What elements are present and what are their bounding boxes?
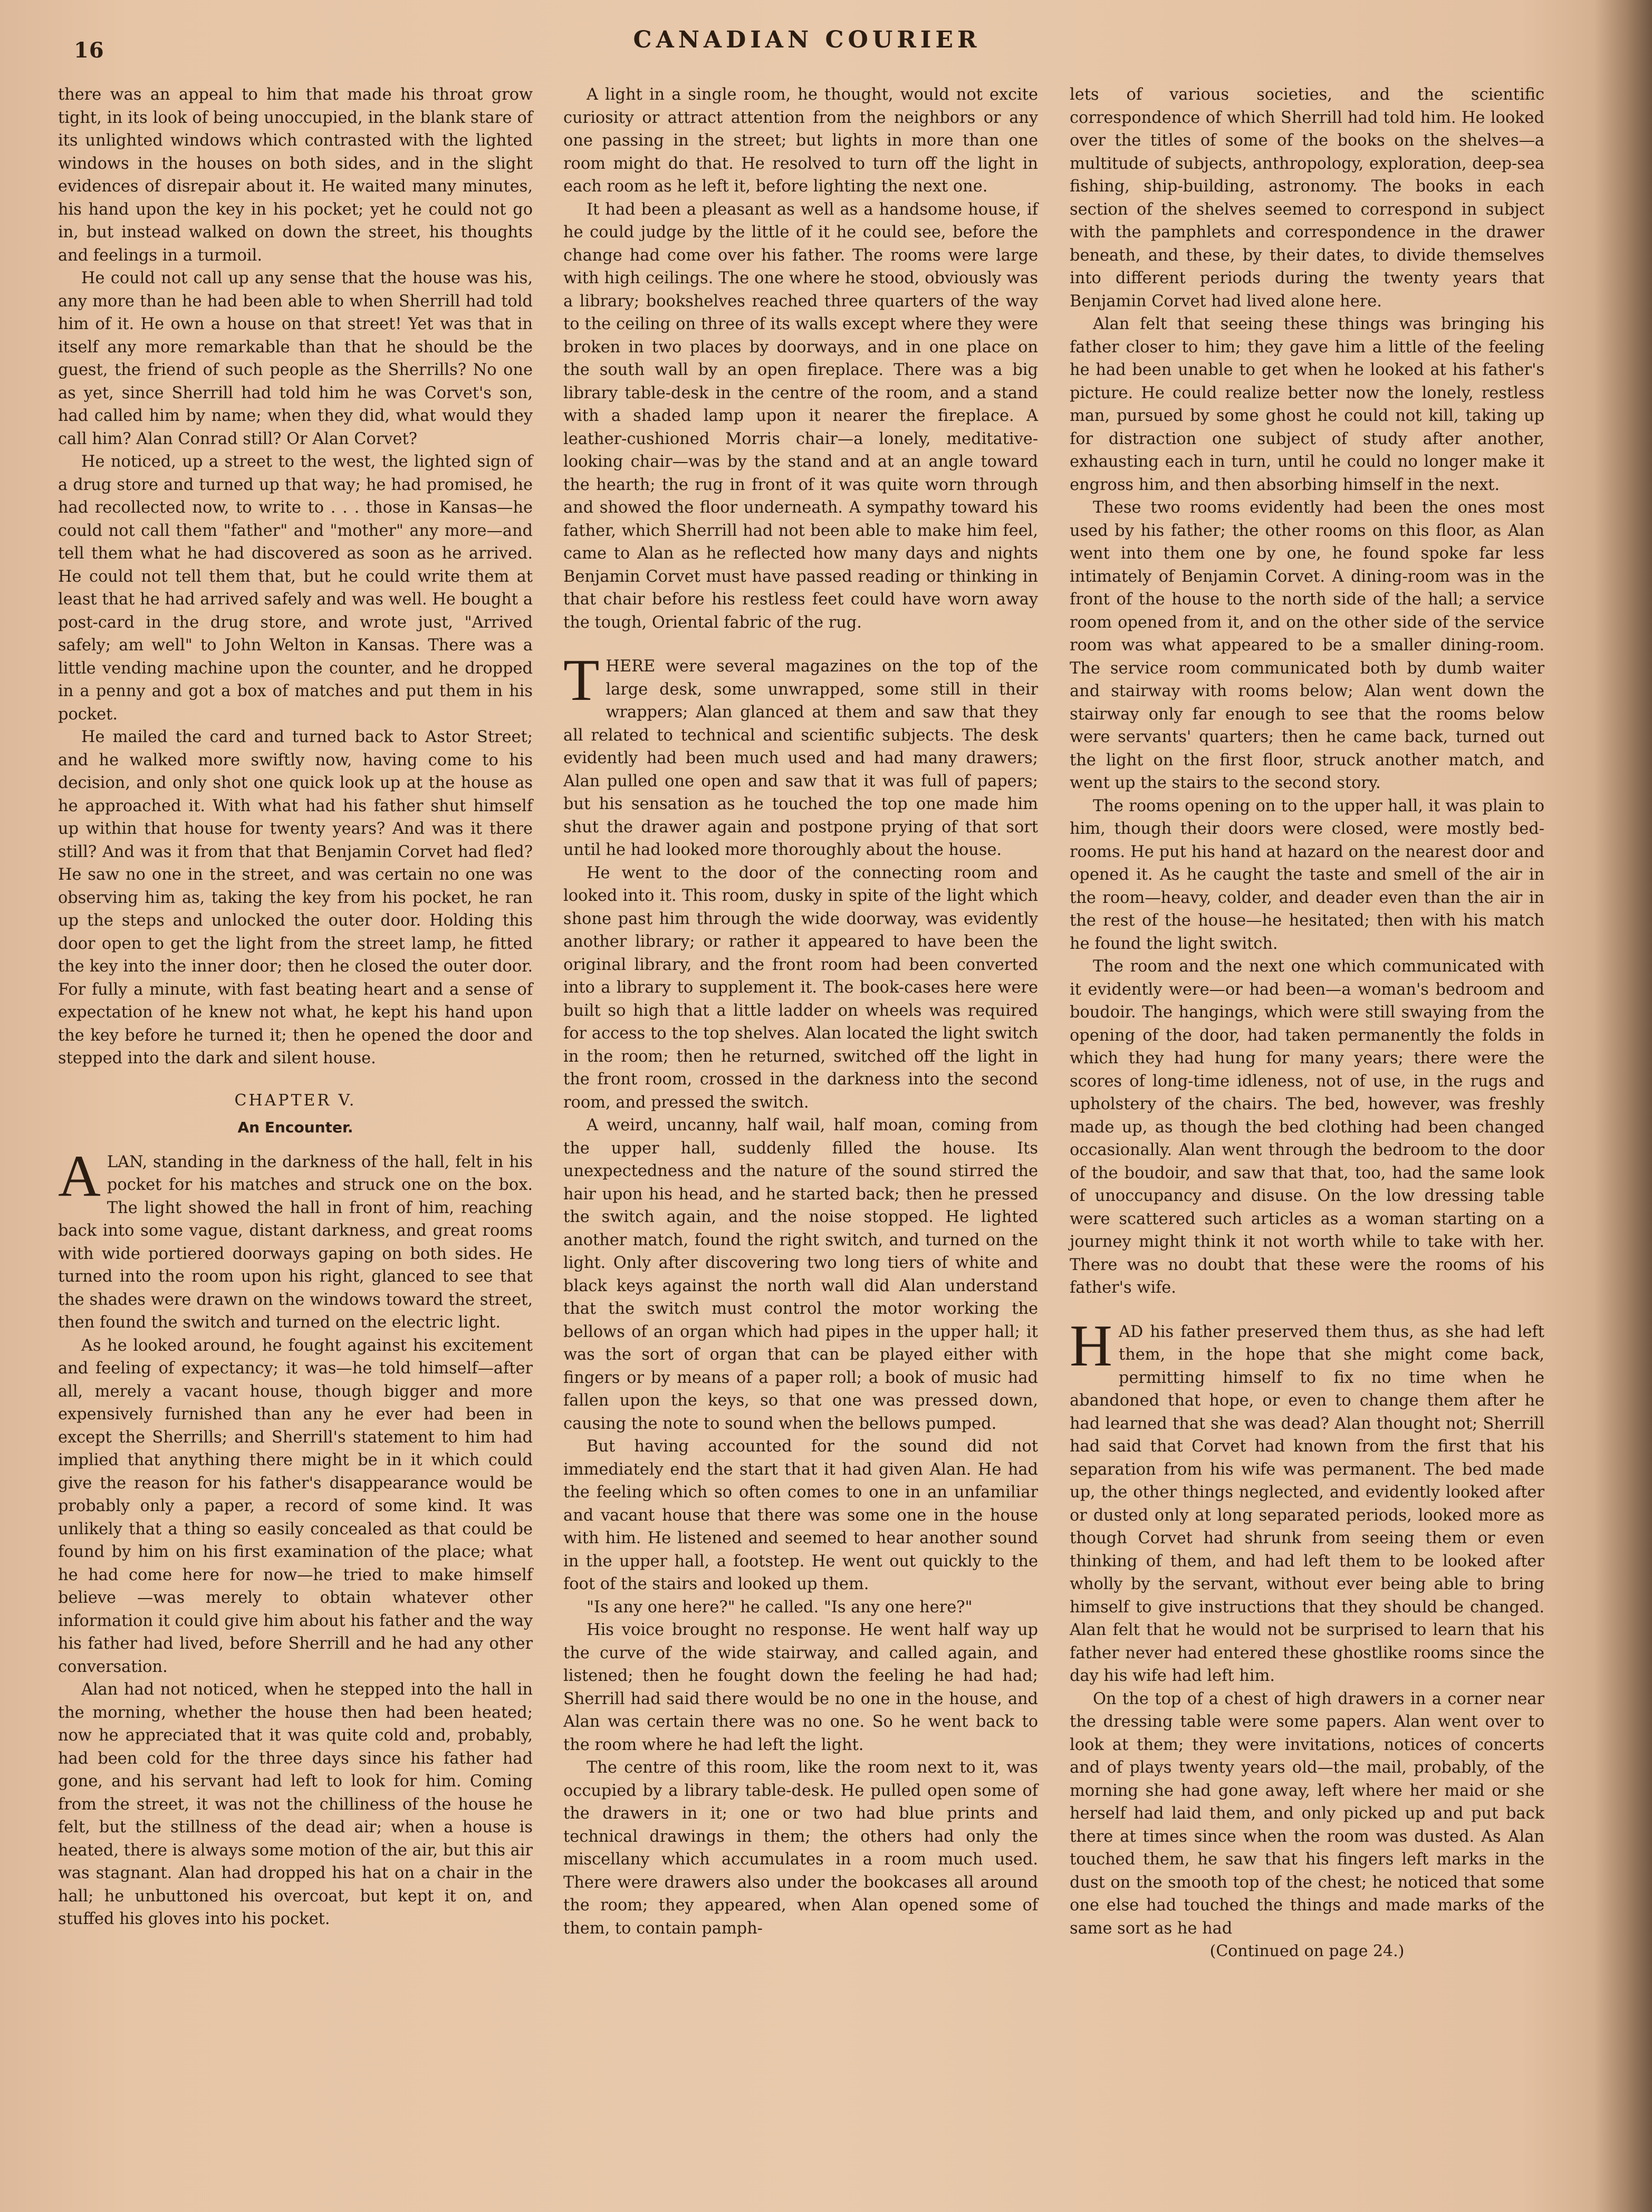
paragraph: lets of various societies, and the scientific correspondence of which Sherrill had told him. He looked over the titles of some of the books on the shelves—a multitude of subjects, anthropology, exploration, deep-sea fishing, ship-building, astronomy. The books in each section of the shelves seemed to correspond in subject with the pamphlets and correspondence in the drawer beneath, and these, by their dates, to divide themselves into different periods during the twenty years that Benjamin Corvet had lived alone here. <box>1070 85 1544 311</box>
paragraph: A weird, uncanny, half wail, half moan, coming from the upper hall, suddenly filled the house. Its unexpectedness and the nature of the sound stirred the hair upon his head, and he started back; then he pressed the switch again, and the noise stopped. He lighted another match, found the right switch, and turned on the light. Only after discovering two long tiers of white and black keys against the north wall did Alan understand that the switch must control the motor working the bellows of an organ which had pipes in the upper hall; it was the sort of organ that can be played either with fingers or by means of a paper roll; a book of music had fallen upon the keys, so that one was pressed down, causing the note to sound when the bellows pumped. <box>563 1116 1038 1433</box>
paragraph: "Is any one here?" he called. "Is any one here?" <box>587 1598 973 1617</box>
paragraph: It had been a pleasant as well as a handsome house, if he could judge by the little of it he could see, before the change had come over his father. The rooms were large with high ceilings. The one where he stood, obviously was a library; bookshelves reached three quarters of the way to the ceiling on three of its walls except where they were broken in two places by doorways, and in one place on the south wall by an open fireplace. There was a big library table-desk in the centre of the room, and a stand with a shaded lamp upon it nearer the fireplace. A leather-cushioned Morris chair—a lonely, meditative-looking chair—was by the stand and at an angle toward the hearth; the rug in front of it was quite worn through and showed the floor underneath. A sympathy toward his father, which Sherrill had not been able to make him feel, came to Alan as he reflected how many days and nights Benjamin Corvet must have passed reading or thinking in that chair before his restless feet could have worn away the tough, Oriental fabric of the rug. <box>563 200 1038 632</box>
paragraph: As he looked around, he fought against his excitement and feeling of expectancy; it was—he told himself—after all, merely a vacant house, though bigger and more expensively furnished than any he ever had been in except the Sherrills; and Sherrill's statement to him had implied that anything there might be in it which could give the reason for his father's disappearance would be probably only a paper, a record of some kind. It was unlikely that a thing so easily concealed as that could be found by him on his first examination of the place; what he had come here for now—he tried to make himself believe —was merely to obtain whatever other information it could give him about his father and the way his father had lived, before Sherrill and he had any other conversation. <box>58 1336 533 1676</box>
page-number: 16 <box>74 38 104 63</box>
paragraph: He noticed, up a street to the west, the lighted sign of a drug store and turned up that way; he had promised, he had recollected now, to write to . . . those in Kansas—he could not call them "father" and "mother" any more—and tell them what he had discovered as soon as he arrived. He could not tell them that, but he could write them at least that he had arrived safely and was well. He bought a post-card in the drug store, and wrote just, "Arrived safely; am well" to John Welton in Kansas. There was a little vending machine upon the counter, and he dropped in a penny and got a box of matches and put them in his pocket. <box>58 453 533 724</box>
paragraph: His voice brought no response. He went half way up the curve of the wide stairway, and called again, and listened; then he fought down the feeling he had had; Sherrill had said there would be no one in the house, and Alan was certain there was no one. So he went back to the room where he had left the light. <box>563 1621 1038 1754</box>
drop-cap: T <box>563 648 600 713</box>
paragraph: ALAN, standing in the darkness of the hall, felt in his pocket for his matches and struck one on the box. The light showed the hall in front of him, reaching back into some vague, distant darkness, and great rooms with wide portiered doorways gaping on both sides. He turned into the room upon his right, glanced to see that the shades were drawn on the windows toward the street, then found the switch and turned on the electric light. <box>58 1143 533 1332</box>
paragraph: On the top of a chest of high drawers in a corner near the dressing table were some papers. Alan went over to look at them; they were invitations, notices of concerts and of plays twenty years old—the mail, probably, of the morning she had gone away, left where her maid or she herself had laid them, and only picked up and put back there at times since when the room was dusted. As Alan touched them, he saw that his fingers left marks in the dust on the smooth top of the chest; he noticed that some one else had touched the things and made marks of the same sort as he had <box>1070 1689 1544 1938</box>
paragraph: there was an appeal to him that made his throat grow tight, in its look of being unoccupied, in the blank stare of its unlighted windows which contrasted with the lighted windows in the houses on both sides, and in the slight evidences of disrepair about it. He waited many minutes, his hand upon the key in his pocket; yet he could not go in, but instead walked on down the street, his thoughts and feelings in a turmoil. <box>58 85 533 265</box>
paragraph: He went to the door of the connecting room and looked into it. This room, dusky in spite of the light which shone past him through the wide doorway, was evidently another library; or rather it appeared to have been the original library, and the front room had been converted into a library to supplement it. The book-cases here were built so high that a little ladder on wheels was required for access to the top shelves. Alan located the light switch in the room; then he returned, switched off the light in the front room, crossed in the darkness into the second room, and pressed the switch. <box>563 863 1038 1112</box>
paragraph: Alan had not noticed, when he stepped into the hall in the morning, whether the house then had been heated; now he appreciated that it was quite cold and, probably, had been cold for the three days since his father had gone, and his servant had left to look for him. Coming from the street, it was not the chilliness of the house he felt, but the stillness of the dead air; when a house is heated, there is always some motion of the air, but this air was stagnant. Alan had dropped his hat on a chair in the hall; he unbuttoned his overcoat, but kept it on, and stuffed his gloves into his pocket. <box>58 1680 533 1928</box>
paragraph: The room and the next one which communicated with it evidently were—or had been—a woman's bedroom and boudoir. The hangings, which were still swaying from the opening of the door, had taken permanently the folds in which they had hung for many years; there were the scores of long-time idleness, not of use, in the rugs and upholstery of the chairs. The bed, however, was freshly made up, as though the bed clothing had been changed occasionally. Alan went through the bedroom to the door of the boudoir, and saw that that, too, had the same look of unoccupancy and disuse. On the low dressing table were scattered such articles as a woman starting on a journey might think it not worth while to take with her. There was no doubt that these were the rooms of his father's wife. <box>1070 957 1544 1297</box>
paragraph: The rooms opening on to the upper hall, it was plain to him, though their doors were closed, were mostly bed-rooms. He put his hand at hazard on the nearest door and opened it. As he caught the taste and smell of the air in the room—heavy, colder, and deader even than the air in the rest of the house—he hesitated; then with his match he found the light switch. <box>1070 796 1544 953</box>
drop-cap: A <box>58 1143 101 1209</box>
page-gutter-shadow <box>1594 0 1652 2212</box>
paragraph: THERE were several magazines on the top of the large desk, some unwrapped, some still in their wrappers; Alan glanced at them and saw that they all related to technical and scientific subjects. The desk evidently had been much used and had many drawers; Alan pulled one open and saw that it was full of papers; but his sensation as he touched the top one made him shut the drawer again and postpone prying of that sort until he had looked more thoroughly about the house. <box>563 648 1038 859</box>
chapter-heading: CHAPTER V. <box>234 1091 357 1110</box>
chapter-title: An Encounter. <box>237 1119 353 1136</box>
paragraph: These two rooms evidently had been the ones most used by his father; the other rooms on this floor, as Alan went into them one by one, he found spoke far less intimately of Benjamin Corvet. A dining-room was in the front of the house to the north side of the hall; a service room opened from it, and on the other side of the service room was what appeared to be a smaller dining-room. The service room communicated both by dumb waiter and stairway with rooms below; Alan went down the stairway only far enough to see that the rooms below were servants' quarters; then he came back, turned out the light on the first floor, struck another match, and went up the stairs to the second story. <box>1070 498 1544 792</box>
paragraph: The centre of this room, like the room next to it, was occupied by a library table-desk. He pulled open some of the drawers in it; one or two had blue prints and technical drawings in them; the others had only the miscellany which accumulates in a room much used. There were drawers also under the bookcases all around the room; they appeared, when Alan opened some of them, to contain pamph- <box>563 1758 1038 1938</box>
drop-cap: H <box>1070 1313 1112 1379</box>
continued-notice: (Continued on page 24.) <box>1209 1942 1405 1960</box>
paragraph: He mailed the card and turned back to Astor Street; and he walked more swiftly now, having come to his decision, and only shot one quick look up at the house as he approached it. With what had his father shut himself up within that house for twenty years? And was it there still? And was it from that that Benjamin Corvet had fled? He saw no one in the street, and was certain no one was observing him as, taking the key from his pocket, he ran up the steps and unlocked the outer door. Holding this door open to get the light from the street lamp, he fitted the key into the inner door; then he closed the outer door. For fully a minute, with fast beating heart and a sense of expectation of he knew not what, he kept his hand upon the key before he turned it; then he opened the door and stepped into the dark and silent house. <box>58 728 533 1067</box>
paragraph: He could not call up any sense that the house was his, any more than he had been able to when Sherrill had told him of it. He own a house on that street! Yet was that in itself any more remarkable than that he should be the guest, the friend of such people as the Sherrills? No one as yet, since Sherrill had told him he was Corvet's son, had called him by name; when they did, what would they call him? Alan Conrad still? Or Alan Corvet? <box>58 269 533 448</box>
paragraph: But having accounted for the sound did not immediately end the start that it had given Alan. He had the feeling which so often comes to one in an unfamiliar and vacant house that there was some one in the house with him. He listened and seemed to hear another sound in the upper hall, a footstep. He went out quickly to the foot of the stairs and looked up them. <box>563 1437 1038 1593</box>
paragraph: A light in a single room, he thought, would not excite curiosity or attract attention from the neighbors or any one passing in the street; but lights in more than one room might do that. He resolved to turn off the light in each room as he left it, before lighting the next one. <box>563 85 1038 196</box>
column-3 <box>1070 83 1544 1963</box>
running-head: CANADIAN COURIER <box>633 26 981 53</box>
column-2 <box>563 83 1038 1940</box>
paragraph: HAD his father preserved them thus, as she had left them, in the hope that she might come back, permitting himself to fix no time when he abandoned that hope, or even to change them after he had learned that she was dead? Alan thought not; Sherrill had said that Corvet had known from the first that his separation from his wife was permanent. The bed made up, the other things neglected, and evidently looked after or dusted only at long separated periods, looked more as though Corvet had shrunk from seeing them or even thinking of them, and had left them to be looked after wholly by the servant, without ever being able to bring himself to give instructions that they should be changed. Alan felt that he would not be surprised to learn that his father never had entered these ghostlike rooms since the day his wife had left him. <box>1070 1313 1544 1685</box>
paragraph: Alan felt that seeing these things was bringing his father closer to him; they gave him a little of the feeling he had been unable to get when he looked at his father's picture. He could realize better now the lonely, restless man, pursued by some ghost he could not kill, taking up for distraction one subject of study after another, exhausting each in turn, until he could no longer make it engross him, and then absorbing himself in the next. <box>1070 315 1544 494</box>
column-1 <box>58 83 533 1931</box>
